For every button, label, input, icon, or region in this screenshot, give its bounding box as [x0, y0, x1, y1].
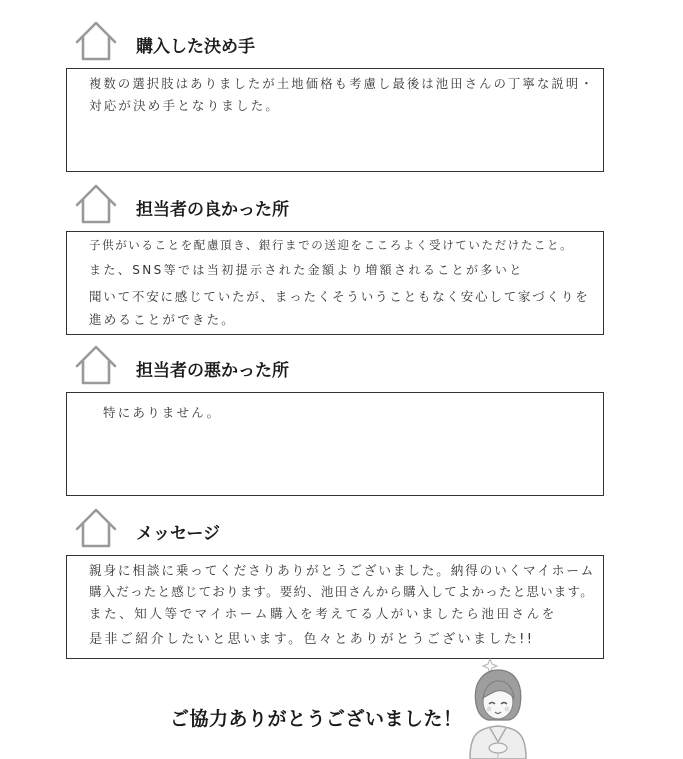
answer-line: 対応が決め手となりました。 [89, 98, 281, 113]
house-icon [74, 183, 118, 225]
answer-line: 親身に相談に乗ってくださりありがとうございました。納得のいくマイホーム [89, 564, 596, 579]
answer-line: 購入だったと感じております。要約、池田さんから購入してよかったと思います。 [89, 584, 594, 599]
section-heading: 購入した決め手 [136, 37, 255, 57]
section-heading: 担当者の良かった所 [136, 200, 289, 220]
thanks-message: ご協力ありがとうございました！ [170, 708, 463, 730]
section-decision [0, 20, 683, 172]
section-heading: 担当者の悪かった所 [136, 361, 289, 381]
answer-box [66, 68, 604, 172]
house-icon [74, 507, 118, 549]
section-message [0, 507, 683, 659]
answer-line: 是非ご紹介したいと思います。色々とありがとうございました!! [89, 632, 535, 647]
house-icon [74, 344, 118, 386]
answer-box [66, 231, 604, 335]
section-heading: メッセージ [136, 524, 220, 544]
answer-line: 進めることができた。 [89, 312, 237, 327]
section-good-points [0, 183, 683, 335]
answer-box [66, 392, 604, 496]
answer-line: 聞いて不安に感じていたが、まったくそういうこともなく安心して家づくりを [89, 289, 590, 304]
house-icon [74, 20, 118, 62]
answer-line: 複数の選択肢はありましたが土地価格も考慮し最後は池田さんの丁寧な説明・ [89, 76, 595, 91]
answer-line: また、知人等でマイホーム購入を考えてる人がいましたら池田さんを [89, 606, 557, 621]
answer-box [66, 555, 604, 659]
answer-line: 子供がいることを配慮頂き、銀行までの送迎をこころよく受けていただけたこと。 [89, 238, 574, 252]
answer-line: また、SNS等では当初提示された金額より増額されることが多いと [89, 263, 524, 277]
section-bad-points [0, 344, 683, 496]
staff-illustration [458, 658, 538, 759]
answer-line: 特にありません。 [103, 405, 222, 420]
